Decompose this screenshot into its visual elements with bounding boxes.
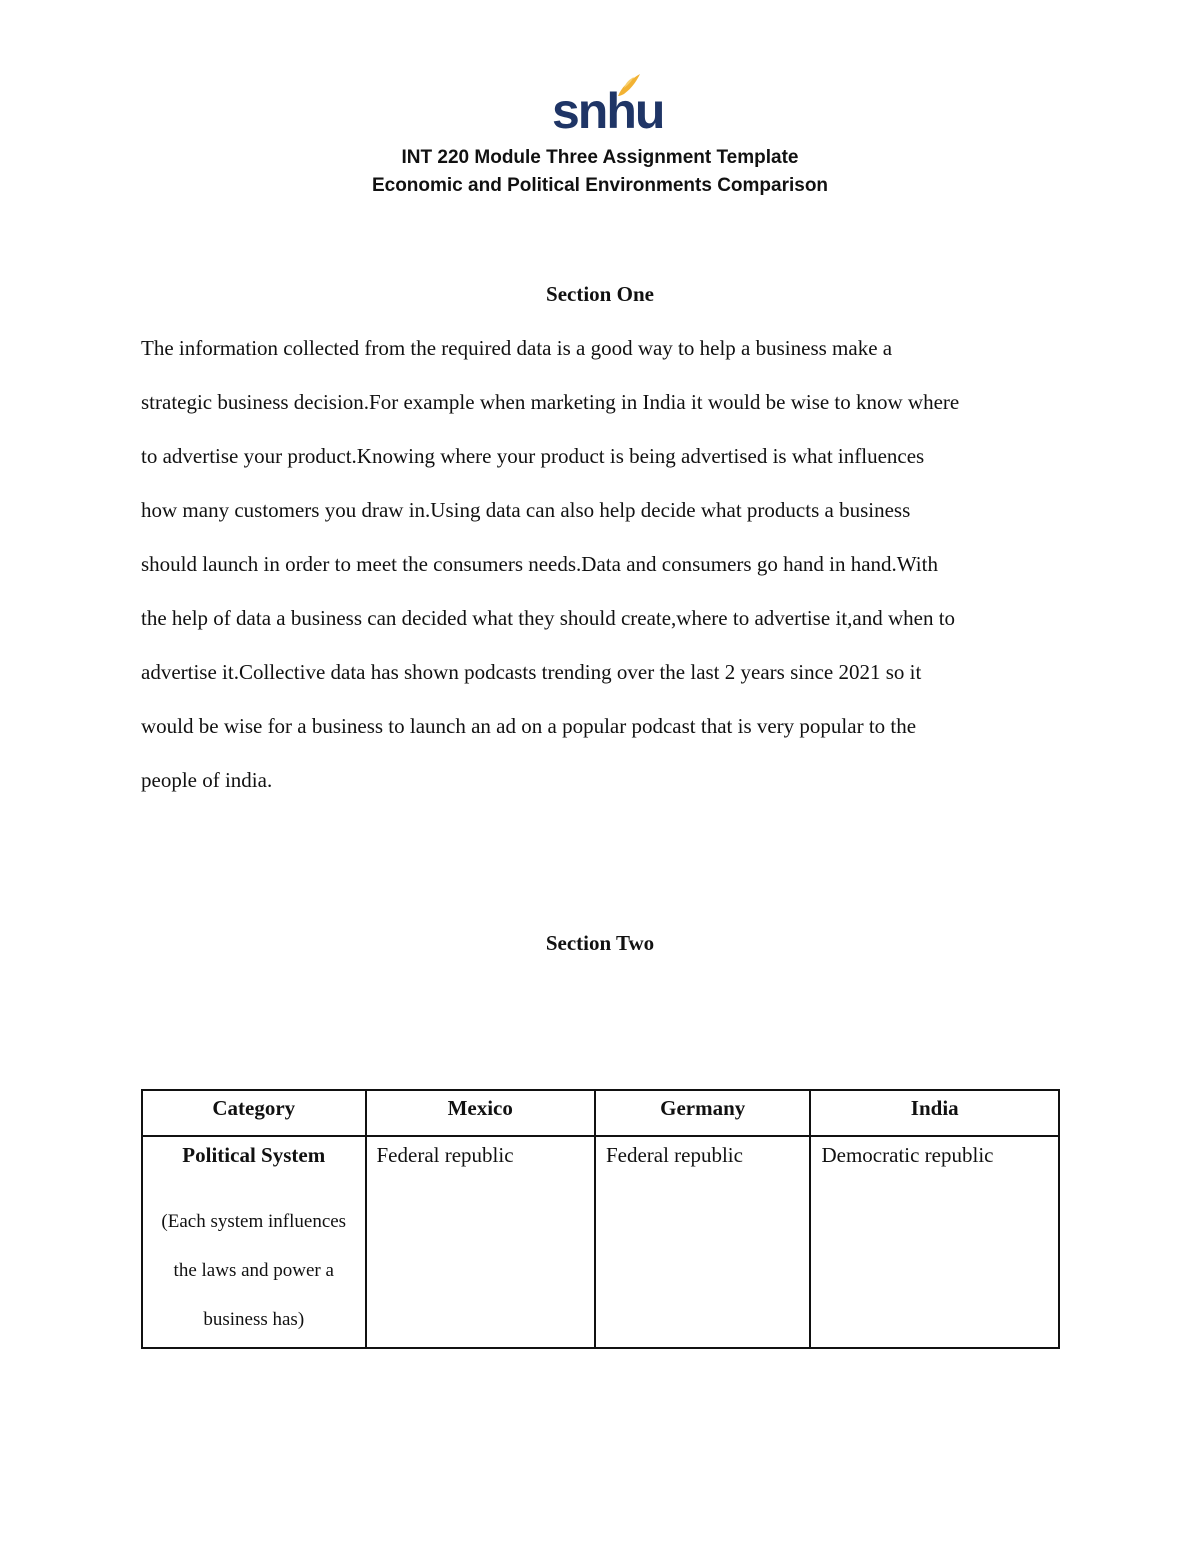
mexico-value-cell: Federal republic <box>366 1136 595 1348</box>
paragraph-line: advertise it.Collective data has shown podcasts trending over the last 2 years since 2021 so it <box>141 660 922 684</box>
paragraph-line: strategic business decision.For example when marketing in India it would be wise to know where <box>141 390 960 414</box>
section-two-heading: Section Two <box>545 931 655 955</box>
header-mexico: Mexico <box>366 1090 595 1136</box>
table-row <box>142 1136 1059 1348</box>
india-value-cell: Democratic republic <box>810 1136 1059 1348</box>
germany-value-cell: Federal republic <box>595 1136 811 1348</box>
paragraph-line: people of india. <box>141 768 273 792</box>
header-india: India <box>810 1090 1059 1136</box>
category-name: Political System <box>182 1143 326 1167</box>
header-germany: Germany <box>595 1090 811 1136</box>
header-category: Category <box>142 1090 366 1136</box>
comparison-table <box>141 1089 1060 1349</box>
paragraph-line: how many customers you draw in.Using data can also help decide what products a business <box>141 498 911 522</box>
document-subtitle: Economic and Political Environments Comparison <box>371 175 829 196</box>
paragraph-line: the help of data a business can decided what they should create,where to advertise it,and when to <box>141 606 956 630</box>
snhu-logo <box>552 72 664 139</box>
logo-wordmark: snhu <box>552 83 664 139</box>
section-one-heading: Section One <box>546 282 654 306</box>
paragraph-line: to advertise your product.Knowing where your product is being advertised is what influences <box>141 444 925 468</box>
paragraph-line: should launch in order to meet the consumers needs.Data and consumers go hand in hand.With <box>141 552 938 576</box>
section-one-paragraph <box>141 321 1066 807</box>
paragraph-line: would be wise for a business to launch an ad on a popular podcast that is very popular to the <box>141 714 917 738</box>
category-cell <box>142 1136 366 1348</box>
document-title: INT 220 Module Three Assignment Template <box>401 147 799 168</box>
category-note: (Each system influences the laws and power a business has) <box>161 1211 347 1330</box>
paragraph-line: The information collected from the required data is a good way to help a business make a <box>141 336 893 360</box>
table-header-row <box>142 1090 1059 1136</box>
